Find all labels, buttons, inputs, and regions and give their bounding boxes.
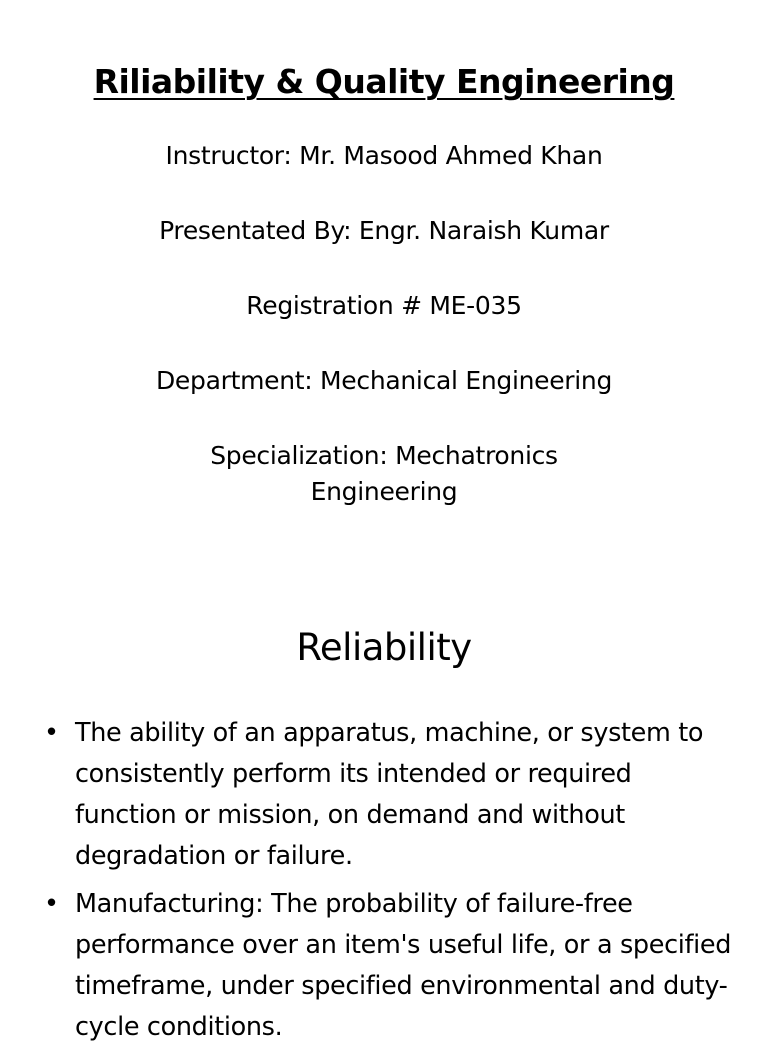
bullet-item [44,713,734,877]
section-heading: Reliability [296,626,472,669]
presenter-line: Presentated By: Engr. Naraish Kumar [159,216,609,245]
bullet-item [44,884,734,1048]
registration-line: Registration # ME-035 [246,291,522,320]
instructor-line: Instructor: Mr. Masood Ahmed Khan [165,141,603,170]
presentation-title: Riliability & Quality Engineering [93,62,675,101]
bullet-dot: • [44,889,59,919]
bullet-text: Manufacturing: The probability of failure-free performance over an item's useful life, or a specified timeframe, under specified environmental and duty-cycle conditions. [75,889,732,1042]
bullet-text: The ability of an apparatus, machine, or system to consistently perform its intended or required function or mission, on demand and without degradation or failure. [75,718,704,871]
bullet-dot: • [44,718,59,748]
department-line: Department: Mechanical Engineering [155,366,613,395]
specialization-line: Specialization: Mechatronics Engineering [210,441,558,506]
reliability-slide [0,590,768,1042]
bullet-list [44,713,734,1055]
